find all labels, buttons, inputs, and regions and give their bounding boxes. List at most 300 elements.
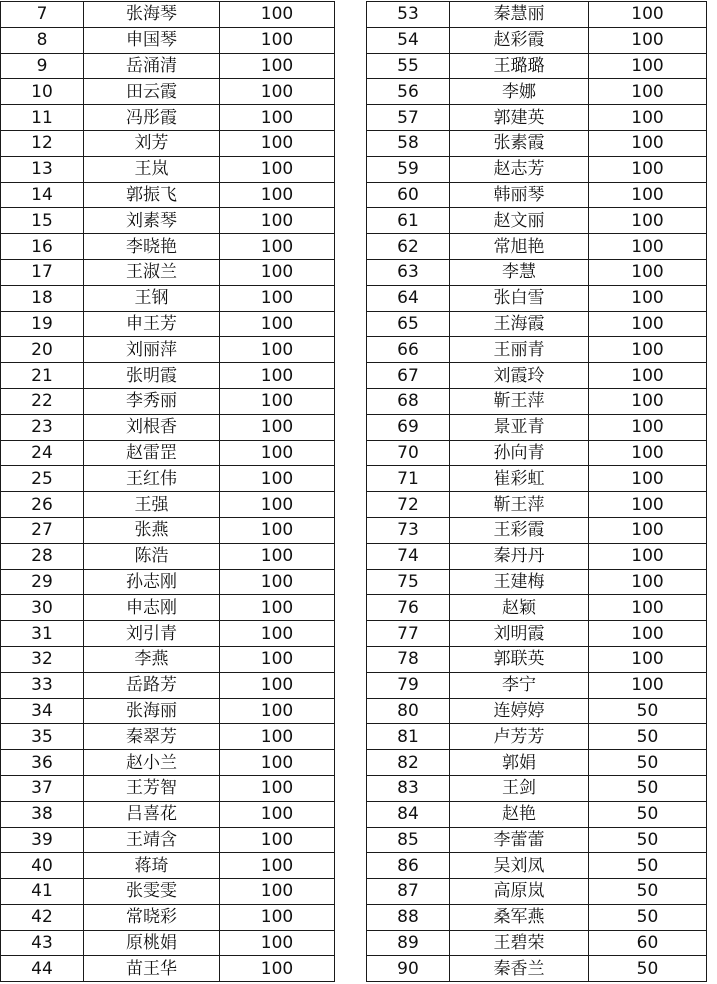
left-amount-cell: 100 bbox=[220, 259, 335, 285]
left-name-cell: 刘根香 bbox=[84, 414, 220, 440]
left-name-cell: 王钢 bbox=[84, 285, 220, 311]
left-name-cell: 孙志刚 bbox=[84, 569, 220, 595]
right-name-cell: 连婷婷 bbox=[450, 698, 589, 724]
right-row-number-cell: 71 bbox=[367, 466, 450, 492]
left-name-cell: 刘丽萍 bbox=[84, 337, 220, 363]
table-row bbox=[1, 492, 707, 518]
table-row bbox=[1, 517, 707, 543]
right-row-number-cell: 87 bbox=[367, 879, 450, 905]
right-name-cell: 王璐璐 bbox=[450, 53, 589, 79]
right-amount-cell: 100 bbox=[589, 27, 707, 53]
right-row-number-cell: 69 bbox=[367, 414, 450, 440]
right-amount-cell: 50 bbox=[589, 724, 707, 750]
left-name-cell: 王靖含 bbox=[84, 827, 220, 853]
left-row-number-cell: 10 bbox=[1, 79, 84, 105]
left-row-number-cell: 11 bbox=[1, 105, 84, 131]
right-amount-cell: 100 bbox=[589, 234, 707, 260]
column-gap-cell bbox=[335, 208, 367, 234]
left-amount-cell: 100 bbox=[220, 414, 335, 440]
column-gap-cell bbox=[335, 904, 367, 930]
right-amount-cell: 100 bbox=[589, 156, 707, 182]
right-name-cell: 王剑 bbox=[450, 775, 589, 801]
left-row-number-cell: 29 bbox=[1, 569, 84, 595]
table-row bbox=[1, 879, 707, 905]
column-gap-cell bbox=[335, 388, 367, 414]
column-gap-cell bbox=[335, 414, 367, 440]
table-row bbox=[1, 621, 707, 647]
left-name-cell: 刘引青 bbox=[84, 621, 220, 647]
right-name-cell: 郭建英 bbox=[450, 105, 589, 131]
left-name-cell: 蒋琦 bbox=[84, 853, 220, 879]
table-row bbox=[1, 182, 707, 208]
left-name-cell: 原桃娟 bbox=[84, 930, 220, 956]
table-body bbox=[1, 2, 707, 982]
table-row bbox=[1, 311, 707, 337]
left-name-cell: 李燕 bbox=[84, 646, 220, 672]
right-row-number-cell: 78 bbox=[367, 646, 450, 672]
left-row-number-cell: 18 bbox=[1, 285, 84, 311]
left-row-number-cell: 21 bbox=[1, 363, 84, 389]
column-gap-cell bbox=[335, 930, 367, 956]
column-gap-cell bbox=[335, 543, 367, 569]
right-name-cell: 郭联英 bbox=[450, 646, 589, 672]
table-row bbox=[1, 827, 707, 853]
right-amount-cell: 100 bbox=[589, 259, 707, 285]
donation-table bbox=[0, 1, 707, 982]
left-row-number-cell: 39 bbox=[1, 827, 84, 853]
right-amount-cell: 100 bbox=[589, 182, 707, 208]
right-row-number-cell: 90 bbox=[367, 956, 450, 982]
right-row-number-cell: 68 bbox=[367, 388, 450, 414]
left-amount-cell: 100 bbox=[220, 775, 335, 801]
right-row-number-cell: 55 bbox=[367, 53, 450, 79]
left-name-cell: 张海琴 bbox=[84, 2, 220, 28]
right-amount-cell: 100 bbox=[589, 492, 707, 518]
column-gap-cell bbox=[335, 156, 367, 182]
left-amount-cell: 100 bbox=[220, 595, 335, 621]
left-row-number-cell: 14 bbox=[1, 182, 84, 208]
right-row-number-cell: 75 bbox=[367, 569, 450, 595]
left-name-cell: 李秀丽 bbox=[84, 388, 220, 414]
right-name-cell: 秦香兰 bbox=[450, 956, 589, 982]
left-name-cell: 郭振飞 bbox=[84, 182, 220, 208]
column-gap-cell bbox=[335, 621, 367, 647]
left-name-cell: 王岚 bbox=[84, 156, 220, 182]
column-gap-cell bbox=[335, 646, 367, 672]
left-row-number-cell: 35 bbox=[1, 724, 84, 750]
table-row bbox=[1, 853, 707, 879]
right-name-cell: 李宁 bbox=[450, 672, 589, 698]
left-amount-cell: 100 bbox=[220, 801, 335, 827]
table-row bbox=[1, 234, 707, 260]
right-row-number-cell: 88 bbox=[367, 904, 450, 930]
left-row-number-cell: 38 bbox=[1, 801, 84, 827]
right-row-number-cell: 82 bbox=[367, 750, 450, 776]
right-row-number-cell: 65 bbox=[367, 311, 450, 337]
right-amount-cell: 100 bbox=[589, 337, 707, 363]
left-amount-cell: 100 bbox=[220, 569, 335, 595]
column-gap-cell bbox=[335, 79, 367, 105]
left-row-number-cell: 24 bbox=[1, 440, 84, 466]
right-amount-cell: 50 bbox=[589, 698, 707, 724]
left-name-cell: 田云霞 bbox=[84, 79, 220, 105]
right-amount-cell: 60 bbox=[589, 930, 707, 956]
left-name-cell: 张雯雯 bbox=[84, 879, 220, 905]
right-name-cell: 秦丹丹 bbox=[450, 543, 589, 569]
right-name-cell: 王彩霞 bbox=[450, 517, 589, 543]
left-name-cell: 张海丽 bbox=[84, 698, 220, 724]
left-amount-cell: 100 bbox=[220, 543, 335, 569]
right-name-cell: 刘霞玲 bbox=[450, 363, 589, 389]
table-row bbox=[1, 337, 707, 363]
left-amount-cell: 100 bbox=[220, 904, 335, 930]
left-amount-cell: 100 bbox=[220, 750, 335, 776]
column-gap-cell bbox=[335, 440, 367, 466]
left-name-cell: 张明霞 bbox=[84, 363, 220, 389]
left-row-number-cell: 20 bbox=[1, 337, 84, 363]
right-name-cell: 郭娟 bbox=[450, 750, 589, 776]
column-gap-cell bbox=[335, 956, 367, 982]
table-row bbox=[1, 698, 707, 724]
right-row-number-cell: 56 bbox=[367, 79, 450, 105]
right-name-cell: 李蕾蕾 bbox=[450, 827, 589, 853]
right-row-number-cell: 86 bbox=[367, 853, 450, 879]
column-gap-cell bbox=[335, 672, 367, 698]
left-row-number-cell: 23 bbox=[1, 414, 84, 440]
left-amount-cell: 100 bbox=[220, 621, 335, 647]
table-row bbox=[1, 646, 707, 672]
column-gap-cell bbox=[335, 27, 367, 53]
right-amount-cell: 50 bbox=[589, 827, 707, 853]
column-gap-cell bbox=[335, 775, 367, 801]
left-amount-cell: 100 bbox=[220, 234, 335, 260]
right-name-cell: 赵彩霞 bbox=[450, 27, 589, 53]
column-gap-cell bbox=[335, 724, 367, 750]
right-row-number-cell: 74 bbox=[367, 543, 450, 569]
table-row bbox=[1, 801, 707, 827]
right-name-cell: 赵文丽 bbox=[450, 208, 589, 234]
right-row-number-cell: 79 bbox=[367, 672, 450, 698]
left-row-number-cell: 25 bbox=[1, 466, 84, 492]
left-amount-cell: 100 bbox=[220, 930, 335, 956]
left-row-number-cell: 34 bbox=[1, 698, 84, 724]
column-gap-cell bbox=[335, 853, 367, 879]
right-amount-cell: 100 bbox=[589, 311, 707, 337]
table-row bbox=[1, 904, 707, 930]
right-row-number-cell: 66 bbox=[367, 337, 450, 363]
right-name-cell: 崔彩虹 bbox=[450, 466, 589, 492]
right-name-cell: 王建梅 bbox=[450, 569, 589, 595]
column-gap-cell bbox=[335, 569, 367, 595]
right-name-cell: 常旭艳 bbox=[450, 234, 589, 260]
column-gap-cell bbox=[335, 827, 367, 853]
left-name-cell: 苗王华 bbox=[84, 956, 220, 982]
right-name-cell: 张白雪 bbox=[450, 285, 589, 311]
right-amount-cell: 50 bbox=[589, 956, 707, 982]
left-row-number-cell: 22 bbox=[1, 388, 84, 414]
table-row bbox=[1, 156, 707, 182]
left-amount-cell: 100 bbox=[220, 2, 335, 28]
column-gap-cell bbox=[335, 595, 367, 621]
left-name-cell: 张燕 bbox=[84, 517, 220, 543]
right-row-number-cell: 73 bbox=[367, 517, 450, 543]
column-gap-cell bbox=[335, 105, 367, 131]
left-amount-cell: 100 bbox=[220, 363, 335, 389]
right-amount-cell: 100 bbox=[589, 621, 707, 647]
right-amount-cell: 100 bbox=[589, 208, 707, 234]
right-amount-cell: 100 bbox=[589, 363, 707, 389]
table-row bbox=[1, 569, 707, 595]
right-amount-cell: 100 bbox=[589, 130, 707, 156]
table-row bbox=[1, 930, 707, 956]
left-row-number-cell: 32 bbox=[1, 646, 84, 672]
left-name-cell: 岳涌清 bbox=[84, 53, 220, 79]
right-row-number-cell: 89 bbox=[367, 930, 450, 956]
table-row bbox=[1, 105, 707, 131]
right-amount-cell: 50 bbox=[589, 750, 707, 776]
left-amount-cell: 100 bbox=[220, 182, 335, 208]
right-row-number-cell: 64 bbox=[367, 285, 450, 311]
right-amount-cell: 100 bbox=[589, 79, 707, 105]
right-amount-cell: 100 bbox=[589, 388, 707, 414]
left-name-cell: 冯彤霞 bbox=[84, 105, 220, 131]
left-row-number-cell: 16 bbox=[1, 234, 84, 260]
column-gap-cell bbox=[335, 801, 367, 827]
right-row-number-cell: 61 bbox=[367, 208, 450, 234]
left-name-cell: 陈浩 bbox=[84, 543, 220, 569]
table-row bbox=[1, 724, 707, 750]
column-gap-cell bbox=[335, 466, 367, 492]
right-amount-cell: 100 bbox=[589, 2, 707, 28]
table-row bbox=[1, 672, 707, 698]
left-name-cell: 刘芳 bbox=[84, 130, 220, 156]
column-gap-cell bbox=[335, 234, 367, 260]
left-name-cell: 岳路芳 bbox=[84, 672, 220, 698]
right-amount-cell: 100 bbox=[589, 285, 707, 311]
table-row bbox=[1, 2, 707, 28]
table-row bbox=[1, 956, 707, 982]
left-amount-cell: 100 bbox=[220, 440, 335, 466]
right-name-cell: 王丽青 bbox=[450, 337, 589, 363]
left-name-cell: 申志刚 bbox=[84, 595, 220, 621]
left-amount-cell: 100 bbox=[220, 698, 335, 724]
left-name-cell: 刘素琴 bbox=[84, 208, 220, 234]
table-row bbox=[1, 363, 707, 389]
right-name-cell: 高原岚 bbox=[450, 879, 589, 905]
left-row-number-cell: 40 bbox=[1, 853, 84, 879]
left-amount-cell: 100 bbox=[220, 130, 335, 156]
right-name-cell: 桑军燕 bbox=[450, 904, 589, 930]
left-row-number-cell: 15 bbox=[1, 208, 84, 234]
left-row-number-cell: 33 bbox=[1, 672, 84, 698]
table-row bbox=[1, 79, 707, 105]
left-amount-cell: 100 bbox=[220, 337, 335, 363]
left-row-number-cell: 9 bbox=[1, 53, 84, 79]
right-name-cell: 靳王萍 bbox=[450, 492, 589, 518]
left-name-cell: 申国琴 bbox=[84, 27, 220, 53]
column-gap-cell bbox=[335, 2, 367, 28]
left-amount-cell: 100 bbox=[220, 672, 335, 698]
column-gap-cell bbox=[335, 182, 367, 208]
left-row-number-cell: 12 bbox=[1, 130, 84, 156]
left-row-number-cell: 41 bbox=[1, 879, 84, 905]
column-gap-cell bbox=[335, 879, 367, 905]
right-row-number-cell: 80 bbox=[367, 698, 450, 724]
right-amount-cell: 100 bbox=[589, 595, 707, 621]
column-gap-cell bbox=[335, 698, 367, 724]
right-name-cell: 景亚青 bbox=[450, 414, 589, 440]
column-gap-cell bbox=[335, 130, 367, 156]
left-row-number-cell: 7 bbox=[1, 2, 84, 28]
right-row-number-cell: 67 bbox=[367, 363, 450, 389]
left-amount-cell: 100 bbox=[220, 208, 335, 234]
left-row-number-cell: 43 bbox=[1, 930, 84, 956]
left-amount-cell: 100 bbox=[220, 105, 335, 131]
left-name-cell: 常晓彩 bbox=[84, 904, 220, 930]
right-amount-cell: 50 bbox=[589, 853, 707, 879]
left-row-number-cell: 17 bbox=[1, 259, 84, 285]
left-amount-cell: 100 bbox=[220, 646, 335, 672]
right-name-cell: 王海霞 bbox=[450, 311, 589, 337]
right-row-number-cell: 85 bbox=[367, 827, 450, 853]
left-name-cell: 赵小兰 bbox=[84, 750, 220, 776]
left-amount-cell: 100 bbox=[220, 853, 335, 879]
left-amount-cell: 100 bbox=[220, 492, 335, 518]
right-row-number-cell: 54 bbox=[367, 27, 450, 53]
left-amount-cell: 100 bbox=[220, 827, 335, 853]
right-amount-cell: 100 bbox=[589, 517, 707, 543]
right-amount-cell: 100 bbox=[589, 543, 707, 569]
right-row-number-cell: 63 bbox=[367, 259, 450, 285]
right-name-cell: 赵艳 bbox=[450, 801, 589, 827]
left-amount-cell: 100 bbox=[220, 285, 335, 311]
table-row bbox=[1, 130, 707, 156]
left-name-cell: 吕喜花 bbox=[84, 801, 220, 827]
right-row-number-cell: 83 bbox=[367, 775, 450, 801]
right-amount-cell: 50 bbox=[589, 879, 707, 905]
left-amount-cell: 100 bbox=[220, 956, 335, 982]
right-row-number-cell: 70 bbox=[367, 440, 450, 466]
column-gap-cell bbox=[335, 259, 367, 285]
left-name-cell: 秦翠芳 bbox=[84, 724, 220, 750]
right-row-number-cell: 84 bbox=[367, 801, 450, 827]
left-name-cell: 申王芳 bbox=[84, 311, 220, 337]
left-amount-cell: 100 bbox=[220, 879, 335, 905]
table-row bbox=[1, 285, 707, 311]
right-name-cell: 孙向青 bbox=[450, 440, 589, 466]
table-row bbox=[1, 750, 707, 776]
left-row-number-cell: 37 bbox=[1, 775, 84, 801]
column-gap-cell bbox=[335, 285, 367, 311]
table-row bbox=[1, 53, 707, 79]
right-row-number-cell: 58 bbox=[367, 130, 450, 156]
left-row-number-cell: 13 bbox=[1, 156, 84, 182]
right-row-number-cell: 77 bbox=[367, 621, 450, 647]
left-amount-cell: 100 bbox=[220, 517, 335, 543]
left-row-number-cell: 28 bbox=[1, 543, 84, 569]
left-name-cell: 王强 bbox=[84, 492, 220, 518]
right-amount-cell: 100 bbox=[589, 53, 707, 79]
table-row bbox=[1, 440, 707, 466]
column-gap-cell bbox=[335, 53, 367, 79]
table-row bbox=[1, 259, 707, 285]
left-amount-cell: 100 bbox=[220, 311, 335, 337]
column-gap-cell bbox=[335, 750, 367, 776]
right-row-number-cell: 57 bbox=[367, 105, 450, 131]
left-amount-cell: 100 bbox=[220, 724, 335, 750]
right-row-number-cell: 60 bbox=[367, 182, 450, 208]
right-amount-cell: 50 bbox=[589, 775, 707, 801]
right-name-cell: 秦慧丽 bbox=[450, 2, 589, 28]
column-gap-cell bbox=[335, 337, 367, 363]
right-amount-cell: 100 bbox=[589, 672, 707, 698]
left-amount-cell: 100 bbox=[220, 156, 335, 182]
left-amount-cell: 100 bbox=[220, 388, 335, 414]
table-row bbox=[1, 543, 707, 569]
right-row-number-cell: 62 bbox=[367, 234, 450, 260]
left-row-number-cell: 44 bbox=[1, 956, 84, 982]
left-row-number-cell: 36 bbox=[1, 750, 84, 776]
table-row bbox=[1, 388, 707, 414]
left-amount-cell: 100 bbox=[220, 27, 335, 53]
left-row-number-cell: 26 bbox=[1, 492, 84, 518]
right-name-cell: 刘明霞 bbox=[450, 621, 589, 647]
column-gap-cell bbox=[335, 311, 367, 337]
column-gap-cell bbox=[335, 517, 367, 543]
right-amount-cell: 50 bbox=[589, 904, 707, 930]
table-row bbox=[1, 27, 707, 53]
table-row bbox=[1, 414, 707, 440]
left-amount-cell: 100 bbox=[220, 79, 335, 105]
table-row bbox=[1, 208, 707, 234]
right-row-number-cell: 53 bbox=[367, 2, 450, 28]
left-row-number-cell: 42 bbox=[1, 904, 84, 930]
right-amount-cell: 100 bbox=[589, 466, 707, 492]
right-amount-cell: 100 bbox=[589, 646, 707, 672]
right-name-cell: 王碧荣 bbox=[450, 930, 589, 956]
right-name-cell: 韩丽琴 bbox=[450, 182, 589, 208]
right-row-number-cell: 81 bbox=[367, 724, 450, 750]
right-amount-cell: 50 bbox=[589, 801, 707, 827]
left-row-number-cell: 30 bbox=[1, 595, 84, 621]
column-gap-cell bbox=[335, 363, 367, 389]
right-amount-cell: 100 bbox=[589, 414, 707, 440]
right-name-cell: 赵颖 bbox=[450, 595, 589, 621]
table-row bbox=[1, 595, 707, 621]
column-gap-cell bbox=[335, 492, 367, 518]
left-row-number-cell: 27 bbox=[1, 517, 84, 543]
left-name-cell: 赵雷罡 bbox=[84, 440, 220, 466]
right-name-cell: 张素霞 bbox=[450, 130, 589, 156]
right-row-number-cell: 59 bbox=[367, 156, 450, 182]
left-name-cell: 王淑兰 bbox=[84, 259, 220, 285]
right-amount-cell: 100 bbox=[589, 569, 707, 595]
left-amount-cell: 100 bbox=[220, 53, 335, 79]
left-name-cell: 王红伟 bbox=[84, 466, 220, 492]
right-name-cell: 李慧 bbox=[450, 259, 589, 285]
left-row-number-cell: 8 bbox=[1, 27, 84, 53]
right-row-number-cell: 72 bbox=[367, 492, 450, 518]
left-name-cell: 李晓艳 bbox=[84, 234, 220, 260]
right-name-cell: 赵志芳 bbox=[450, 156, 589, 182]
right-amount-cell: 100 bbox=[589, 440, 707, 466]
table-row bbox=[1, 466, 707, 492]
right-name-cell: 靳王萍 bbox=[450, 388, 589, 414]
right-amount-cell: 100 bbox=[589, 105, 707, 131]
table-row bbox=[1, 775, 707, 801]
right-row-number-cell: 76 bbox=[367, 595, 450, 621]
right-name-cell: 卢芳芳 bbox=[450, 724, 589, 750]
